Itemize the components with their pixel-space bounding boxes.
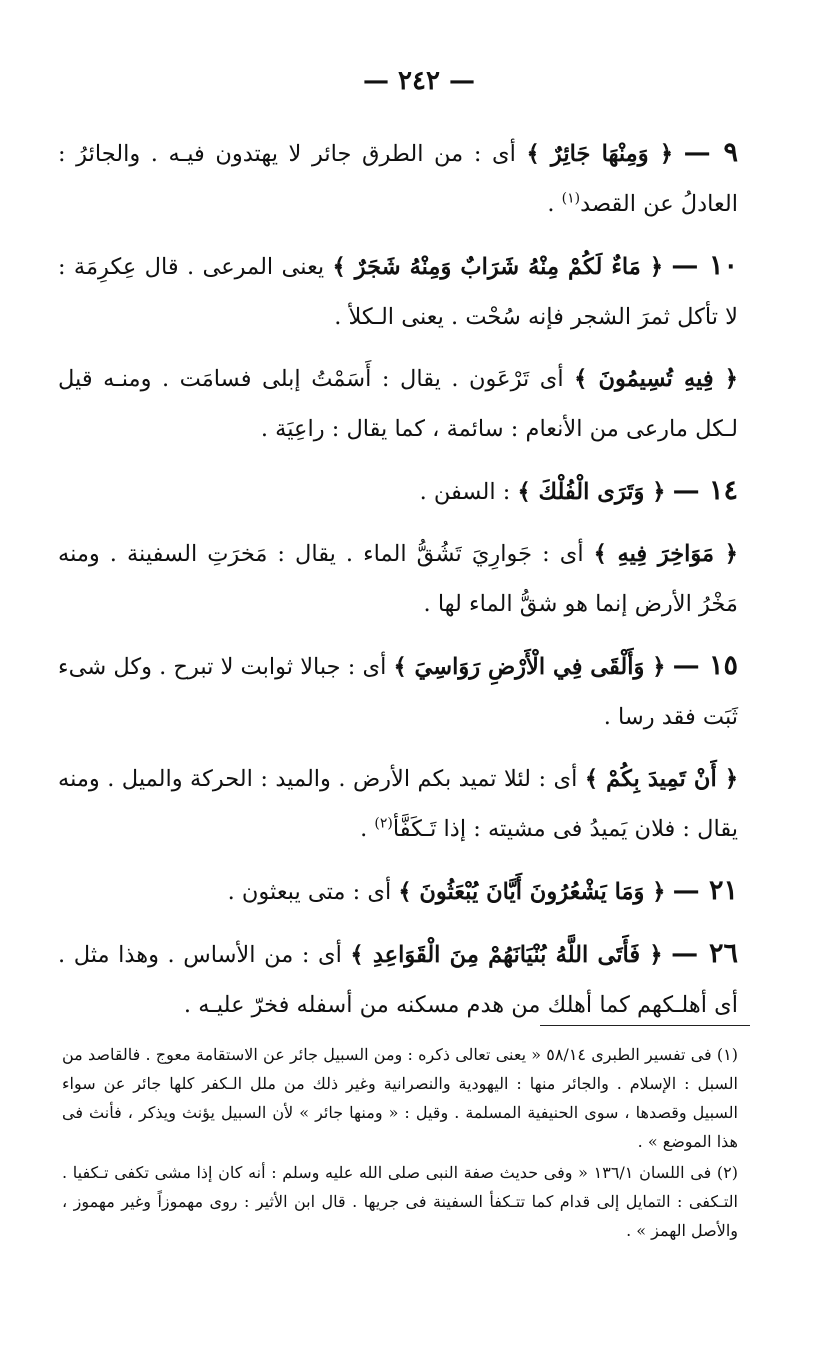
entry-verse-14 [58,466,738,517]
entry-tail: . [547,191,562,217]
entry-text: أى : من الطرق جائر لا يهتدون فيـه . والجائرُ : العادلُ عن القصد [58,141,738,217]
entry-verse-26 [58,929,738,1030]
footnote-ref: (٢) [374,815,393,832]
footnote-ref: (١) [561,190,581,207]
quran-quote: ﴿ فِيهِ تُسِيمُونَ ﴾ [574,366,738,392]
entry-tusimun [58,354,738,454]
entry-text: أى : من الأساس . وهذا مثل . أى أهلـكهم كما أهلك من هدم مسكنه من أسفله فخرّ عليـه . [58,942,738,1018]
page-number: — ٢٤٢ — [362,66,476,96]
entry-verse-10 [58,241,738,342]
quran-quote: ﴿ مَوَاخِرَ فِيهِ ﴾ [593,541,738,567]
footnote-1: (١) فى تفسير الطبرى ٥٨/١٤ « يعنى تعالى ذكره : ومن السبيل جائر عن الاستقامة معوج . فالقاصد من السبل : الإسلام . والجائر منها : اليهودية والنصرانية وغير ذلك من ملل الـكفر كلها جائر عن سواء السبيل وقصدها ، سوى الحنيفية المسلمة . وقيل : « ومنها جائر » لأن السبيل يؤنث ويذكر ، فأنث فى هذا الموضع » . [62,1045,738,1151]
verse-number: ١٤ — [672,475,738,506]
entry-text: أى : لئلا تميد بكم الأرض . والميد : الحركة والميل . ومنه يقال : فلان يَميدُ فى مشيته : إذا تَـكَفَّأ [58,766,738,842]
verse-number: ١٠ — [671,250,739,281]
entry-verse-9 [58,128,738,229]
footnote-divider [540,1025,750,1026]
entry-mawakhir [58,529,738,629]
commentary-body [58,128,738,1042]
entry-text: أى : جبالا ثوابت لا تبرح . وكل شىء ثَبَت فقد رسا . [58,654,738,730]
verse-number: ١٥ — [672,650,739,681]
entry-text: أى : متى يبعثون . [227,879,399,905]
footnote-2: (٢) فى اللسان ١٣٦/١ « وفى حديث صفة النبى صلى الله عليه وسلم : أنه كان إذا مشى تكفى تـكفيا . التـكفى : التمايل إلى قدام كما تتـكفأ السفينة فى جريها . قال ابن الأثير : روى مهموزاً وغير مهموز ، والأصل الهمز » . [62,1163,739,1240]
entry-text: : السفن . [419,479,518,505]
entry-text: أى : جَوارِيَ تَشُقُّ الماء . يقال : مَخرَتِ السفينة . ومنه مَخْرُ الأرض إنما هو شقُّ الماء لها . [58,541,738,617]
footnotes [62,1040,738,1247]
quran-quote: ﴿ أَنْ تَمِيدَ بِكُمْ ﴾ [584,766,738,792]
verse-number: ٩ — [683,137,739,168]
entry-verse-15 [58,641,738,742]
quran-quote: ﴿ وَمِنْهَا جَائِرٌ ﴾ [526,141,674,167]
quran-quote: ﴿ فَأَتَى اللَّهُ بُنْيَانَهُمْ مِنَ الْقَوَاعِدِ ﴾ [350,942,663,968]
entry-text: أى تَرْعَون . يقال : أَسَمْتُ إبلى فسامَت . ومنـه قيل لـكل مارعى من الأنعام : سائمة ، كما يقال : راعِيَة . [58,366,738,442]
entry-tail: . [360,816,375,842]
quran-quote: ﴿ وَمَا يَشْعُرُونَ أَيَّانَ يُبْعَثُونَ ﴾ [398,879,666,905]
quran-quote: ﴿ وَأَلْقَى فِي الْأَرْضِ رَوَاسِيَ ﴾ [393,654,666,680]
quran-quote: ﴿ وَتَرَى الْفُلْكَ ﴾ [517,479,666,505]
entry-an-tamida [58,754,738,854]
verse-number: ٢٦ — [671,938,739,969]
verse-number: ٢١ — [672,875,738,906]
entry-verse-21 [58,866,738,917]
quran-quote: ﴿ مَاءٌ لَكُمْ مِنْهُ شَرَابٌ وَمِنْهُ شَجَرٌ ﴾ [332,254,664,280]
entry-text: يعنى المرعى . قال عِكرِمَة : لا تأكل ثمرَ الشجر فإنه سُحْت . يعنى الـكلأ . [58,254,738,330]
